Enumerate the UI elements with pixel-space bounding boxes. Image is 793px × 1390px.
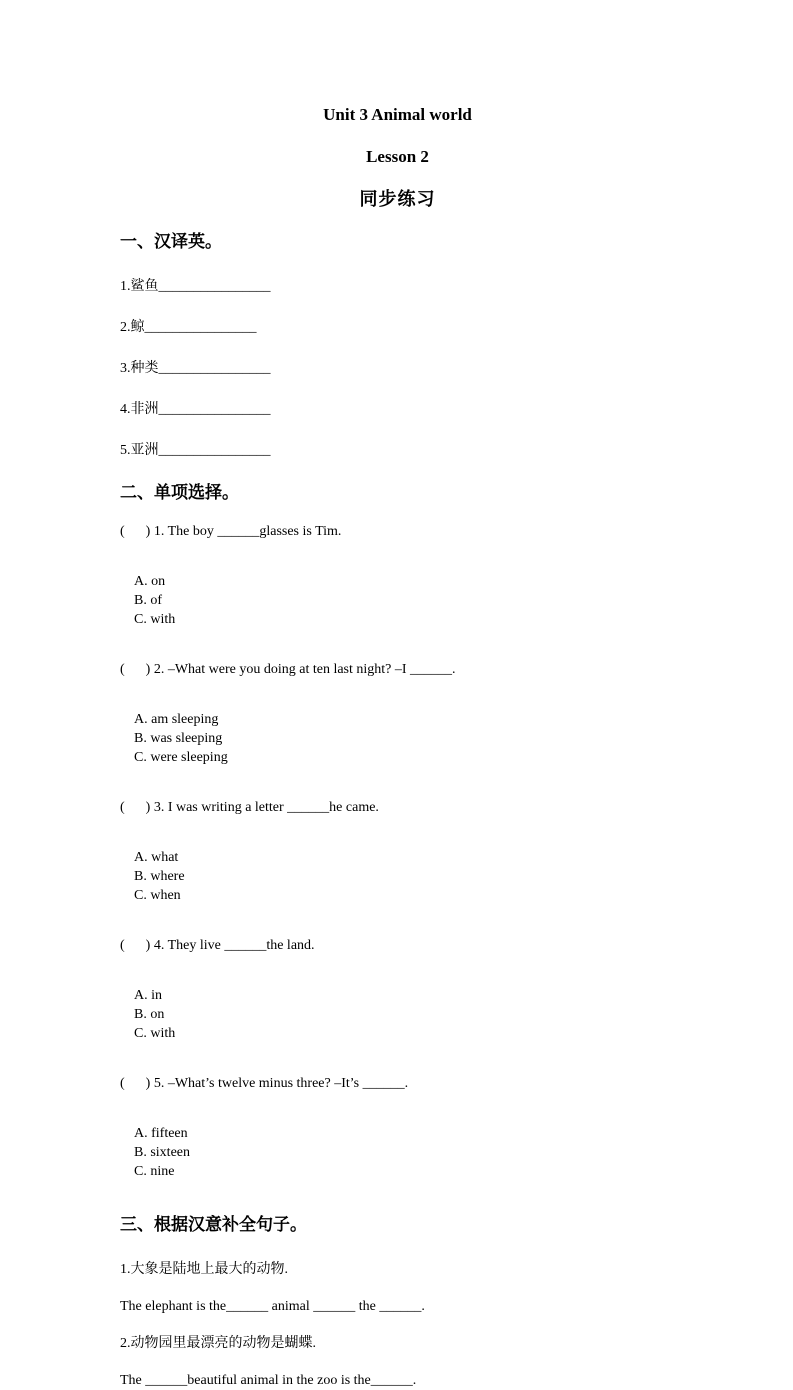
lesson-title: Lesson 2 (366, 147, 429, 166)
option-c: C. with (134, 612, 176, 627)
section-2-heading: 二、单项选择。 (120, 483, 239, 502)
unit-title: Unit 3 Animal world (323, 105, 472, 124)
english-fill-blank: The elephant is the______ animal ______ the ______. (120, 1299, 425, 1314)
option-c: C. were sleeping (134, 750, 228, 765)
english-fill-blank: The ______beautiful animal in the zoo is the______. (120, 1373, 417, 1388)
translation-item: 5.亚洲________________ (120, 443, 271, 458)
option-row (120, 553, 675, 648)
option-b: B. where (134, 869, 185, 884)
option-b: B. sixteen (134, 1145, 190, 1160)
translation-item: 3.种类________________ (120, 361, 271, 376)
translation-item: 1.鲨鱼________________ (120, 279, 271, 294)
section-3-heading: 三、根据汉意补全句子。 (120, 1215, 307, 1234)
option-a: A. am sleeping (134, 712, 219, 727)
option-row (120, 967, 675, 1062)
chinese-sentence: 1.大象是陆地上最大的动物. (120, 1262, 288, 1277)
option-a: A. what (134, 850, 179, 865)
question-line: ( ) 2. –What were you doing at ten last night? –I ______. (120, 662, 456, 677)
section-1-heading: 一、汉译英。 (120, 232, 222, 251)
question-line: ( ) 4. They live ______the land. (120, 938, 315, 953)
worksheet-subtitle: 同步练习 (359, 189, 436, 209)
option-a: A. fifteen (134, 1126, 188, 1141)
option-c: C. nine (134, 1164, 175, 1179)
option-row (120, 829, 675, 924)
option-b: B. of (134, 593, 162, 608)
option-a: A. on (134, 574, 166, 589)
option-b: B. was sleeping (134, 731, 223, 746)
translation-item: 4.非洲________________ (120, 402, 271, 417)
option-row (120, 691, 675, 786)
option-b: B. on (134, 1007, 165, 1022)
question-line: ( ) 5. –What’s twelve minus three? –It’s ______. (120, 1076, 409, 1091)
option-c: C. when (134, 888, 181, 903)
option-a: A. in (134, 988, 162, 1003)
option-row (120, 1105, 675, 1200)
chinese-sentence: 2.动物园里最漂亮的动物是蝴蝶. (120, 1336, 316, 1351)
question-line: ( ) 3. I was writing a letter ______he came. (120, 800, 379, 815)
translation-item: 2.鲸________________ (120, 320, 257, 335)
option-c: C. with (134, 1026, 176, 1041)
question-line: ( ) 1. The boy ______glasses is Tim. (120, 524, 342, 539)
